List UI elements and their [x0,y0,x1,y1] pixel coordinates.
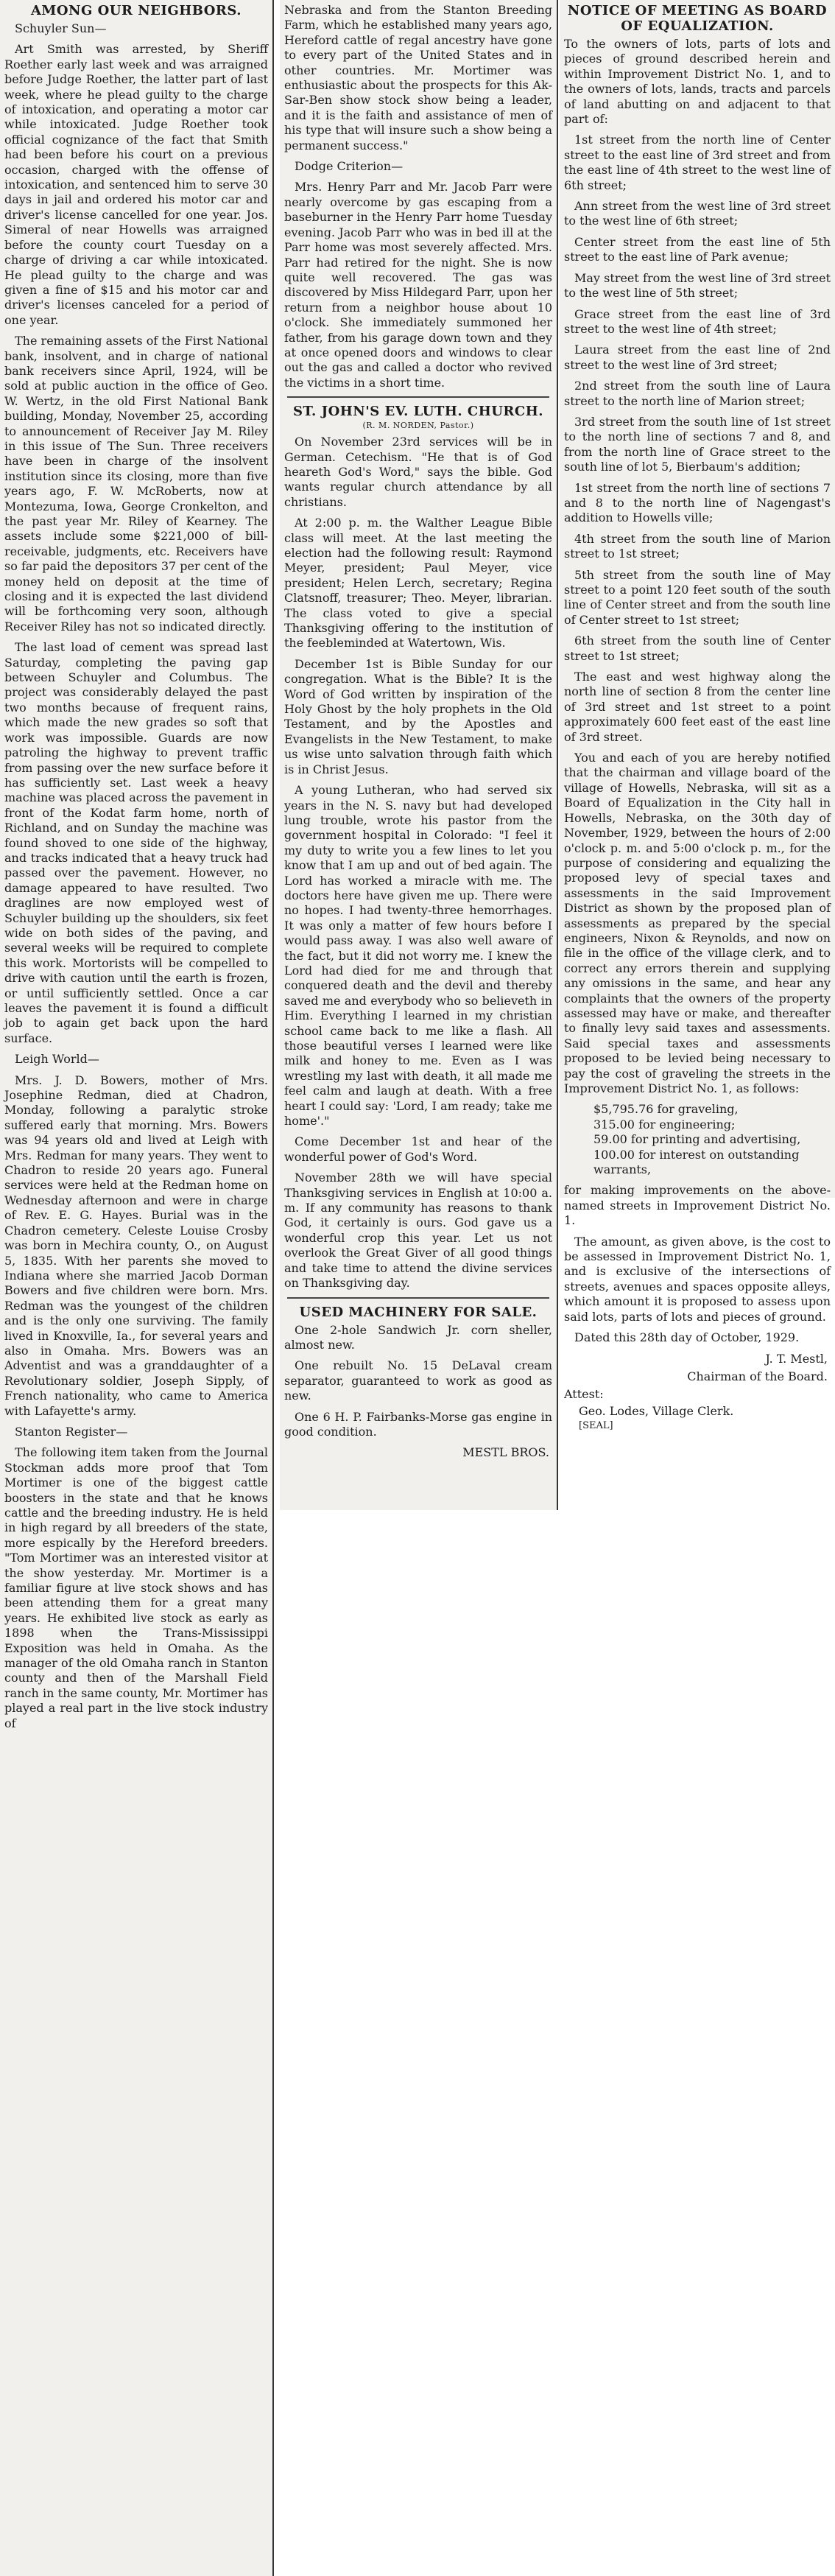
continued-paragraph: Nebraska and from the Stanton Breeding Farm, which he established many years ago, Hereford cattle of regal ancestry have gone to every part of the United States and in other countries. Mr. Mortimer was enthusiastic about the prospects for this Ak-Sar-Ben show stock show being a leader, and it is the faith and assistance of men of his type that will insure such a show being a permanent success." [284,3,552,152]
article-paragraph: The following item taken from the Journal Stockman adds more proof that Tom Mortimer is one of the biggest cattle boosters in the state and that he knows cattle and the breeding industry. He is held in high regard by all breeders of the state, more espically by the Hereford breeders. "Tom Mortimer was an interested visitor at the show yesterday. Mr. Mortimer is a familiar figure at live stock shows and has been attending them for a great many years. He exhibited live stock as early as 1898 when the Trans-Mississippi Exposition was held in Omaha. As the manager of the old Omaha ranch in Stanton county and then of the Marshall Field ranch in the same county, Mr. Mortimer has played a real part in the live stock industry of [4,1445,268,1730]
notice-body: You and each of you are hereby notified that the chairman and village board of the village of Howells, Nebraska, will sit as a Board of Equalization in the City hall in Howells, Nebraska, on the 30th day of November, 1929, between the hours of 2:00 o'clock p. m. and 5:00 o'clock p. m., for the purpose of considering and equalizing the proposed levy of special taxes and assessments in the said Improvement District as shown by the proposed plan of assessments as prepared by the special engineers, Nixon & Reynolds, and now on file in the office of the village clerk, and to correct any errors therein and supplying any omissions in the same, and hear any complaints that the owners of the property assessed may have or make, and thereafter to finally levy said taxes and assessments. Said special taxes and assessments proposed to be levied being necessary to pay the cost of graveling the streets in the Improvement District No. 1, as follows: [564,751,831,1095]
article-paragraph: The last load of cement was spread last Saturday, completing the paving gap between Schuyler and Columbus. The project was considerably delayed the past two months because of frequent rains, which made the new grades so soft that work was impossible. Guards are now patroling the highway to prevent traffic from passing over the new surface before it has sufficiently set. Last week a heavy machine was placed across the pavement in front of the Kodat farm home, north of Richland, and on Sunday the machine was found shoved to one side of the highway, and tracks indicated that a heavy truck had passed over the pavement. However, no damage appeared to have resulted. Two draglines are now employed west of Schuyler building up the shoulders, six feet wide on both sides of the paving, and several weeks will be required to complete this work. Mortorists will be compelled to drive with caution until the earth is frozen, or until sufficiently settled. Once a car leaves the pavement it is found a difficult job to again get back upon the hard surface. [4,640,268,1045]
article-paragraph: At 2:00 p. m. the Walther League Bible class will meet. At the last meeting the election had the following result: Raymond Meyer, president; Paul Meyer, vice president; Helen Lerch, secretary; Regina Clatsnoff, treasurer; Theo. Meyer, librarian. The class voted to give a special Thanksgiving offering to the institution of the feebleminded at Watertown, Wis. [284,516,552,650]
street-item: May street from the west line of 3rd street to the west line of 5th street; [564,270,831,301]
article-paragraph: The remaining assets of the First National bank, insolvent, and in charge of national bank receivers since April, 1924, will be sold at public auction in the office of Geo. W. Wertz, in the old First National Bank building, Monday, November 25, according to announcement of Receiver Jay M. Riley in this issue of The Sun. Three receivers have been in charge of the insolvent institution since its closing, more than five years ago, F. W. McRoberts, now at Montezuma, Iowa, George Cronkelton, and the past year Mr. Riley of Kearney. The assets include some $221,000 of bill-receivable, judgments, etc. Receivers have so far paid the depositors 37 per cent of the money held on deposit at the time of closing and it is expected the last dividend will be forthcoming very soon, although Receiver Riley has not so indicated directly. [4,334,268,634]
street-item: 1st street from the north line of Center street to the east line of 3rd street and from the east line of 4th street to the west line of 6th street; [564,133,831,192]
street-item: Ann street from the west line of 3rd street to the west line of 6th street; [564,199,831,228]
leigh-world-section [4,1052,268,1419]
attest-label: Attest: [564,1387,604,1402]
article-paragraph: Art Smith was arrested, by Sheriff Roether early last week and was arraigned before Judge Roether, the latter part of last week, where he plead guilty to the charge of intoxication, and operating a motor car while intoxicated. Judge Roether took official cognizance of the fact that Smith had been before his court on a previous occasion, charged with the offense of intoxication, and sentenced him to serve 30 days in jail and ordered his motor car and driver's license cancelled for one year. Jos. Simeral of near Howells was arraigned before the county court Tuesday on a charge of driving a car while intoxicated. He plead guilty to the charge and was given a fine of $15 and his motor car and driver's licenses canceled for a period of one year. [4,42,268,327]
street-list [564,133,831,745]
cost-item: 315.00 for engineering; [593,1117,736,1131]
source-label: Schuyler Sun— [15,21,107,35]
ad-item: One rebuilt No. 15 DeLaval cream separator, guaranteed to work as good as new. [284,1358,552,1403]
ad-signature: MESTL BROS. [462,1445,549,1460]
article-paragraph: December 1st is Bible Sunday for our congregation. What is the Bible? It is the Word of God written by inspiration of the Holy Ghost by the holy prophets in the Old Testament, and by the Apostles and Evangelists in the New Testament, to make us wise unto salvation through faith which is in Christ Jesus. [284,656,552,776]
ad-item: One 2-hole Sandwich Jr. corn sheller, almost new. [284,1322,552,1352]
street-item: Grace street from the east line of 3rd street to the west line of 4th street; [564,306,831,336]
notice-amount: The amount, as given above, is the cost to be assessed in Improvement District No. 1, and is exclusive of the intersections of streets, avenues and spaces opposite alleys, which amount it is proposed to assess upon said lots, parts of lots and pieces of ground. [564,1234,831,1324]
pastor-byline: (R. M. NORDEN, Pastor.) [362,421,474,431]
article-paragraph: Mrs. J. D. Bowers, mother of Mrs. Josephine Redman, died at Chadron, Monday, following a paralytic stroke suffered early that morning. Mrs. Bowers was 94 years old and lived at Leigh with Mrs. Redman for many years. They went to Chadron to reside 20 years ago. Funeral services were held at the Redman home on Wednesday afternoon and were in charge of Rev. E. G. Hayes. Burial was in the Chadron cemetery. Celeste Louise Crosby was born in Mechira county, O., on August 5, 1835. With her parents she moved to Indiana where she married Jacob Dorman Bowers and five children were born. Mrs. Redman was the youngest of the children and is the only one surviving. The family lived in Knoxville, Ia., for several years and also in Omaha. Mrs. Bowers was an Adventist and was a granddaughter of a Revolutionary soldier, Joseph Sipply, of French nationality, who came to America with Lafayette's army. [4,1073,268,1418]
column-legal-notice [560,0,835,1432]
street-item: Center street from the east line of 5th street to the east line of Park avenue; [564,234,831,264]
article-paragraph: Come December 1st and hear of the wonderful power of God's Word. [284,1134,552,1164]
dodge-criterion-section [284,159,552,390]
source-label: Leigh World— [15,1052,99,1067]
street-item: Laura street from the east line of 2nd street to the west line of 3rd street; [564,343,831,372]
machinery-ad [284,1305,552,1461]
article-paragraph: Mrs. Henry Parr and Mr. Jacob Parr were nearly overcome by gas escaping from a baseburner in the Henry Parr home Tuesday evening. Jacob Parr who was in bed ill at the Parr home was most severely affected. Mrs. Parr had retired for the night. She is now quite well recovered. The gas was discovered by Miss Hildegard Parr, upon her return from a neighbor house about 10 o'clock. She immediately summoned her father, from his garage down town and they at once opened doors and windows to clear out the gas and called a doctor who revived the victims in a short time. [284,180,552,390]
cost-item: 59.00 for printing and advertising, [593,1132,801,1147]
seal-mark: [SEAL] [579,1420,613,1432]
notice-intro: To the owners of lots, parts of lots and pieces of ground described herein and within Improvement District No. 1, and to the owners of lots, lands, tracts and parcels of land abutting on and adjacent to that part of: [564,37,831,127]
cost-list [564,1102,831,1177]
cost-item: 100.00 for interest on outstanding warrants, [593,1147,800,1177]
ad-item: One 6 H. P. Fairbanks-Morse gas engine in good condition. [284,1409,552,1439]
divider [287,1297,549,1299]
church-heading: ST. JOHN'S EV. LUTH. CHURCH. [292,404,543,420]
stanton-register-section [4,1425,268,1731]
article-paragraph: November 28th we will have special Thanksgiving services in English at 10:00 a. m. If any community has reasons to thank God, it certainly is ours. God gave us a wonderful crop this year. Let us not overlook the Great Giver of all good things and take time to attend the divine services on Thanksgiving day. [284,1171,552,1291]
article-paragraph: On November 23rd services will be in German. Cetechism. "He that is of God heareth God's Word," says the bible. God wants regular church attendance by all christians. [284,435,552,509]
column-middle [280,0,558,1510]
column-among-our-neighbors [0,0,274,2576]
notice-purpose: for making improvements on the above-named streets in Improvement District No. 1. [564,1183,831,1228]
notice-heading: NOTICE OF MEETING AS BOARD OF EQUALIZATION. [567,3,828,34]
schuyler-sun-section [4,21,268,1046]
notice-dated: Dated this 28th day of October, 1929. [574,1330,800,1345]
source-label: Dodge Criterion— [295,159,404,174]
cost-item: $5,795.76 for graveling, [593,1102,739,1117]
divider [287,396,549,398]
clerk-name: Geo. Lodes, Village Clerk. [579,1403,734,1418]
street-item: 4th street from the south line of Marion street to 1st street; [564,531,831,561]
signer-name: J. T. Mestl, [765,1351,828,1366]
street-item: 6th street from the south line of Center street to 1st street; [564,634,831,663]
street-item: The east and west highway along the north line of section 8 from the center line of 3rd street and 1st street to a point approximately 600 feet east of the east line of 3rd street. [564,670,831,744]
signer-title: Chairman of the Board. [687,1369,828,1383]
machinery-heading: USED MACHINERY FOR SALE. [299,1304,538,1320]
church-notice [284,404,552,1291]
source-label: Stanton Register— [15,1424,128,1439]
section-heading: AMONG OUR NEIGHBORS. [30,3,242,18]
street-item: 1st street from the north line of sections 7 and 8 to the north line of Nagengast's addition to Howells ville; [564,480,831,525]
street-item: 3rd street from the south line of 1st street to the north line of sections 7 and 8, and from the north line of Grace street to the south line of lot 5, Bierbaum's addition; [564,414,831,474]
street-item: 5th street from the south line of May street to a point 120 feet south of the south line of Center street and from the south line of Center street to 1st street; [564,567,831,627]
article-paragraph: A young Lutheran, who had served six years in the N. S. navy but had developed lung trouble, wrote his pastor from the government hospital in Colorado: "I feel it my duty to write you a few lines to let you know that I am up and out of bed again. The Lord has worked a miracle with me. The doctors here have given me up. There were no hopes. I had twenty-three hemorrhages. It was only a matter of few hours before I would pass away. I was also well aware of the fact, but it did not worry me. I knew the Lord had died for me and through that conquered death and the devil and thereby saved me and everybody who so believeth in Him. Everything I learned in my christian school came back to me like a flash. All those beautiful verses I learned were like milk and honey to me. Even as I was wrestling my last with death, it all made me feel calm and laugh at death. With a free heart I could say: 'Lord, I am ready; take me home'." [284,783,552,1129]
street-item: 2nd street from the south line of Laura street to the north line of Marion street; [564,379,831,408]
